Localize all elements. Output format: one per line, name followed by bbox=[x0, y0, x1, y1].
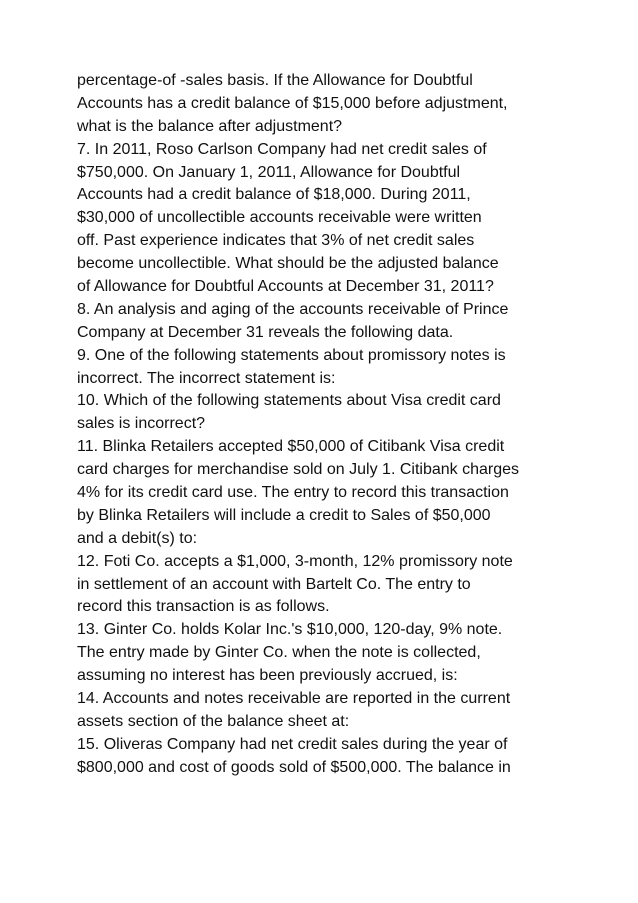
text-line: $750,000. On January 1, 2011, Allowance for Doubtful bbox=[77, 163, 461, 181]
text-line: of Allowance for Doubtful Accounts at December 31, 2011? bbox=[77, 278, 494, 296]
question-12-line: 12. Foti Co. accepts a $1,000, 3-month, 12% promissory note bbox=[77, 552, 513, 570]
text-line: in settlement of an account with Bartelt Co. The entry to bbox=[77, 575, 471, 593]
text-line: become uncollectible. What should be the adjusted balance bbox=[77, 255, 499, 273]
text-line: card charges for merchandise sold on July 1. Citibank charges bbox=[77, 461, 519, 479]
question-11-line: 11. Blinka Retailers accepted $50,000 of Citibank Visa credit bbox=[77, 438, 505, 456]
text-line: sales is incorrect? bbox=[77, 415, 206, 433]
text-line: $800,000 and cost of goods sold of $500,000. The balance in bbox=[77, 758, 511, 776]
text-line: Accounts had a credit balance of $18,000. During 2011, bbox=[77, 186, 471, 204]
question-14-line: 14. Accounts and notes receivable are reported in the current bbox=[77, 690, 511, 708]
text-line: and a debit(s) to: bbox=[77, 529, 198, 547]
text-line: assets section of the balance sheet at: bbox=[77, 712, 350, 730]
text-line: incorrect. The incorrect statement is: bbox=[77, 369, 336, 387]
question-7-line: 7. In 2011, Roso Carlson Company had net credit sales of bbox=[77, 140, 487, 158]
text-line: by Blinka Retailers will include a credit to Sales of $50,000 bbox=[77, 506, 491, 524]
question-15-line: 15. Oliveras Company had net credit sales during the year of bbox=[77, 735, 508, 753]
question-9-line: 9. One of the following statements about promissory notes is bbox=[77, 346, 506, 364]
text-line: off. Past experience indicates that 3% of net credit sales bbox=[77, 232, 475, 250]
question-13-line: 13. Ginter Co. holds Kolar Inc.'s $10,000, 120-day, 9% note. bbox=[77, 621, 503, 639]
text-line: The entry made by Ginter Co. when the note is collected, bbox=[77, 644, 481, 662]
text-line: percentage-of -sales basis. If the Allowance for Doubtful bbox=[77, 72, 473, 89]
text-line: Company at December 31 reveals the following data. bbox=[77, 323, 454, 341]
text-line: 4% for its credit card use. The entry to record this transaction bbox=[77, 484, 509, 502]
text-line: assuming no interest has been previously accrued, is: bbox=[77, 667, 458, 685]
text-line: what is the balance after adjustment? bbox=[77, 117, 343, 135]
question-10-line: 10. Which of the following statements about Visa credit card bbox=[77, 392, 501, 410]
question-8-line: 8. An analysis and aging of the accounts receivable of Prince bbox=[77, 300, 509, 318]
document-text bbox=[77, 70, 597, 780]
text-line: record this transaction is as follows. bbox=[77, 598, 330, 616]
text-line: $30,000 of uncollectible accounts receivable were written bbox=[77, 209, 482, 227]
text-line: Accounts has a credit balance of $15,000 before adjustment, bbox=[77, 94, 508, 112]
